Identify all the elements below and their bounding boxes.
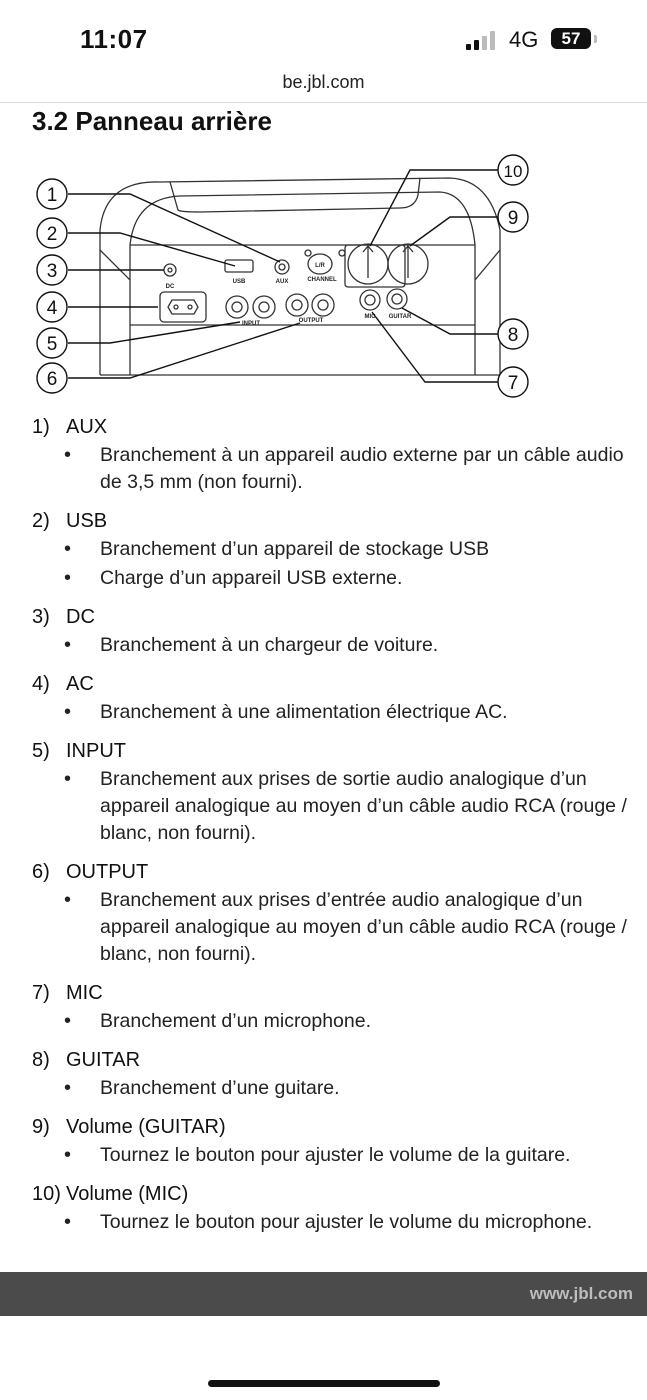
connector-list [32,412,647,1246]
list-item [32,978,647,1035]
list-item [32,1045,647,1102]
callout-1: 1 [46,185,58,206]
label-guitar: GUITAR [388,314,412,320]
callout-4: 4 [46,298,58,319]
url-text[interactable]: be.jbl.com [282,72,365,92]
item-bullet: • Tournez le bouton pour ajuster le volume du microphone. [32,1209,647,1236]
item-bullet: • Branchement à un chargeur de voiture. [32,632,647,659]
item-title: DC [66,606,95,628]
item-number: 1) [32,416,50,438]
item-bullet: • Charge d’un appareil USB externe. [32,565,647,592]
callout-9: 9 [507,208,519,229]
item-number: 2) [32,510,50,532]
label-channel: CHANNEL [307,277,337,283]
callout-7: 7 [507,373,519,394]
item-title: Volume (MIC) [66,1183,189,1205]
list-item [32,857,647,968]
item-number: 5) [32,740,50,762]
item-bullet: • Branchement aux prises d’entrée audio analogique d’un appareil analogique au moyen d’un câble audio RCA (rouge / blanc, non fourni). [32,887,647,968]
item-bullet: • Branchement d’un microphone. [32,1008,647,1035]
item-title: MIC [66,982,103,1004]
home-indicator[interactable] [208,1380,440,1387]
item-title: AC [66,673,94,695]
item-number: 8) [32,1049,50,1071]
item-bullet: • Branchement d’un appareil de stockage USB [32,536,647,563]
label-dc: DC [165,284,175,290]
status-time: 11:07 [80,24,148,54]
item-title: GUITAR [66,1049,141,1071]
item-bullet: • Branchement aux prises de sortie audio analogique d’un appareil analogique au moyen d’un câble audio RCA (rouge / blanc, non fourni). [32,766,647,847]
item-number: 6) [32,861,50,883]
item-title: OUTPUT [66,861,149,883]
item-title: INPUT [66,740,126,762]
label-aux: AUX [275,279,289,285]
item-number: 9) [32,1116,50,1138]
rear-panel-diagram [30,150,550,400]
page-footer [0,1272,647,1316]
callout-8: 8 [507,325,519,346]
item-title: USB [66,510,108,532]
address-bar[interactable] [0,70,647,103]
callout-2: 2 [46,224,58,245]
status-bar [0,0,647,70]
item-title: AUX [66,416,108,438]
label-input: INPUT [242,321,260,327]
item-number: 10) [32,1183,61,1205]
callout-10: 10 [503,162,523,181]
callout-3: 3 [46,261,58,282]
list-item [32,412,647,496]
item-bullet: • Branchement à une alimentation électrique AC. [32,699,647,726]
callout-5: 5 [46,334,58,355]
item-number: 7) [32,982,50,1004]
label-channel-button: L/R [315,263,325,269]
battery-icon: 57 [551,28,591,49]
item-number: 3) [32,606,50,628]
item-number: 4) [32,673,50,695]
label-mic: MIC [364,314,376,320]
footer-url[interactable]: www.jbl.com [529,1284,633,1303]
callout-6: 6 [46,369,58,390]
list-item [32,669,647,726]
item-bullet: • Branchement d’une guitare. [32,1075,647,1102]
list-item [32,1112,647,1169]
list-item [32,506,647,592]
label-usb: USB [232,279,246,285]
label-output: OUTPUT [298,318,324,324]
list-item [32,736,647,847]
item-bullet: • Tournez le bouton pour ajuster le volume de la guitare. [32,1142,647,1169]
signal-icon [466,30,500,50]
network-type: 4G [509,27,539,52]
item-bullet: • Branchement à un appareil audio externe par un câble audio de 3,5 mm (non fourni). [32,442,647,496]
item-title: Volume (GUITAR) [66,1116,226,1138]
list-item [32,1179,647,1236]
battery-tip [594,35,597,43]
list-item [32,602,647,659]
section-title: 3.2 Panneau arrière [32,106,272,136]
